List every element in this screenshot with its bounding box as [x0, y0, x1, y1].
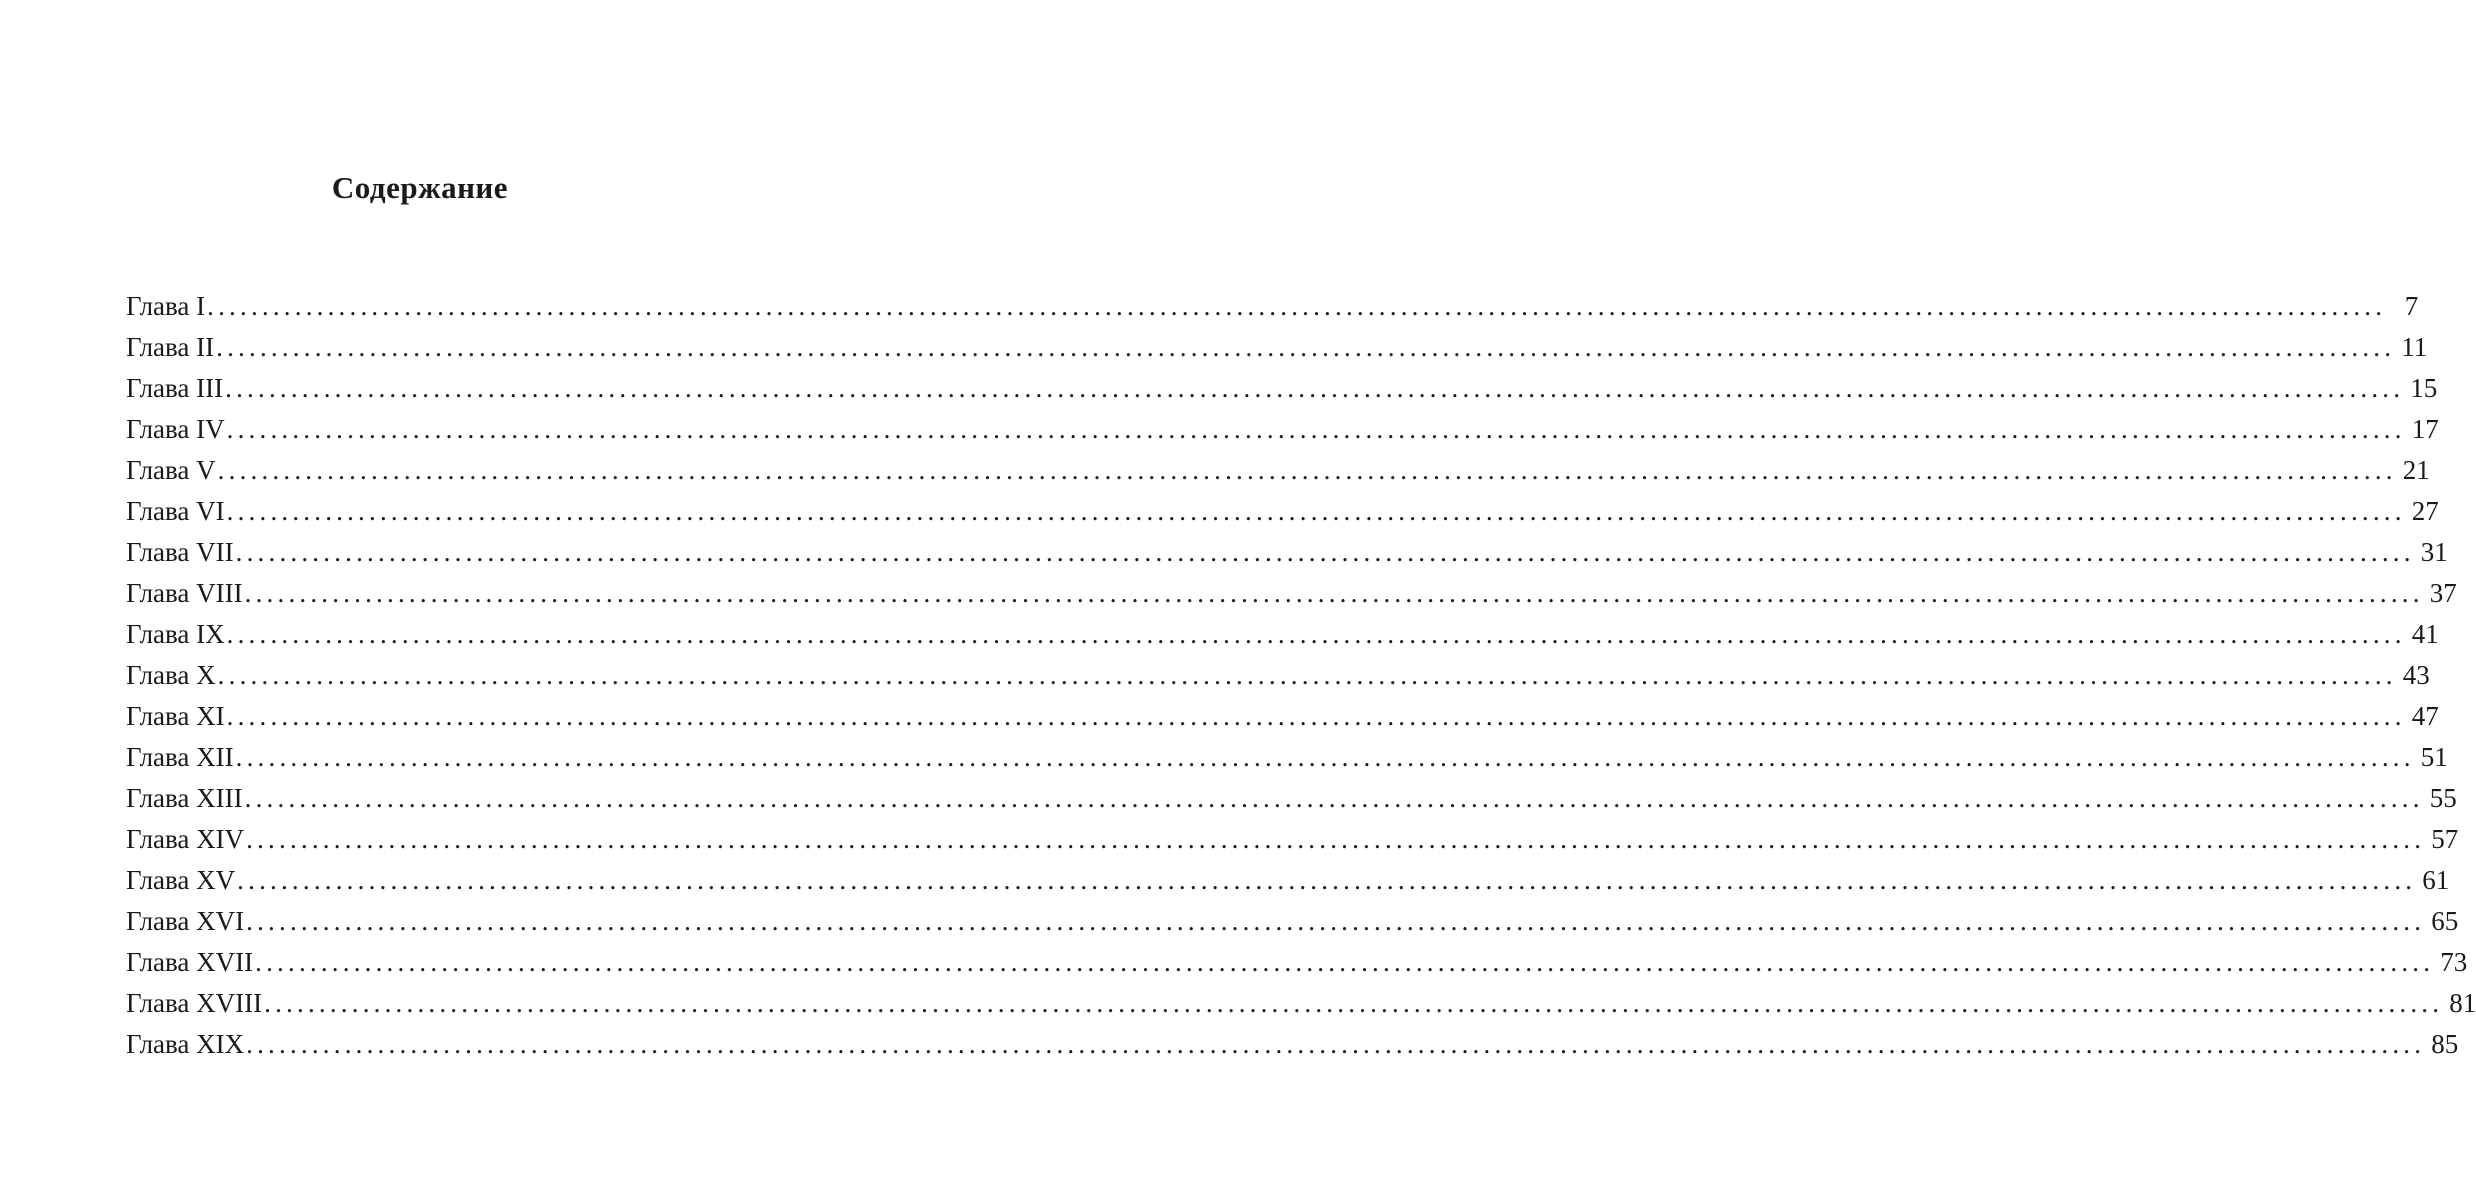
- page-number: 21: [2402, 455, 2430, 485]
- toc-entry[interactable]: [126, 983, 2476, 1024]
- dot-leader: .......................................................................................................................................................................................................: [255, 947, 2435, 977]
- dot-leader: .......................................................................................................................................................................................................: [246, 906, 2426, 936]
- dot-leader: .......................................................................................................................................................................................................: [246, 824, 2426, 854]
- toc-entry[interactable]: [126, 491, 2439, 532]
- page-number: 15: [2410, 373, 2438, 403]
- dot-leader: .......................................................................................................................................................................................................: [226, 701, 2406, 731]
- chapter-label: Глава IV: [126, 414, 225, 444]
- dot-leader: .......................................................................................................................................................................................................: [217, 455, 2397, 485]
- toc-entry[interactable]: [126, 368, 2438, 409]
- page-number: 31: [2420, 537, 2448, 567]
- dot-leader: .......................................................................................................................................................................................................: [264, 988, 2444, 1018]
- toc-entry[interactable]: [126, 737, 2448, 778]
- toc-entry[interactable]: [126, 286, 2419, 327]
- dot-leader: .......................................................................................................................................................................................................: [237, 865, 2417, 895]
- toc-entry[interactable]: [126, 819, 2459, 860]
- chapter-label: Глава VI: [126, 496, 225, 526]
- page-number: 27: [2411, 496, 2439, 526]
- toc-entry[interactable]: [126, 327, 2428, 368]
- toc-entry[interactable]: [126, 696, 2439, 737]
- page-number: 41: [2411, 619, 2439, 649]
- toc-entry[interactable]: [126, 901, 2459, 942]
- chapter-label: Глава XVI: [126, 906, 245, 936]
- page-title: Содержание: [331, 170, 509, 205]
- dot-leader: .......................................................................................................................................................................................................: [235, 742, 2415, 772]
- dot-leader: .......................................................................................................................................................................................................: [244, 783, 2424, 813]
- page-number: 51: [2420, 742, 2448, 772]
- chapter-label: Глава IX: [126, 619, 225, 649]
- page-number: 7: [2404, 291, 2419, 321]
- dot-leader: .......................................................................................................................................................................................................: [246, 1029, 2426, 1059]
- page-number: 73: [2440, 947, 2468, 977]
- chapter-label: Глава XVII: [126, 947, 254, 977]
- dot-leader: .......................................................................................................................................................................................................: [226, 619, 2406, 649]
- dot-leader: .......................................................................................................................................................................................................: [226, 496, 2406, 526]
- toc-entry[interactable]: [126, 614, 2439, 655]
- page-number: 61: [2422, 865, 2450, 895]
- page-number: 17: [2411, 414, 2439, 444]
- page-number: 47: [2411, 701, 2439, 731]
- toc-entry[interactable]: [126, 450, 2430, 491]
- page-number: 55: [2429, 783, 2457, 813]
- chapter-label: Глава XV: [126, 865, 236, 895]
- chapter-label: Глава II: [126, 332, 215, 362]
- chapter-label: Глава III: [126, 373, 224, 403]
- chapter-label: Глава XIV: [126, 824, 245, 854]
- page-number: 43: [2402, 660, 2430, 690]
- page-number: 37: [2429, 578, 2457, 608]
- chapter-label: Глава I: [126, 291, 206, 321]
- dot-leader: .......................................................................................................................................................................................................: [244, 578, 2424, 608]
- page-number: 11: [2401, 332, 2428, 362]
- page-number: 57: [2431, 824, 2459, 854]
- toc-entry[interactable]: [126, 860, 2450, 901]
- dot-leader: .......................................................................................................................................................................................................: [216, 332, 2396, 362]
- dot-leader: .......................................................................................................................................................................................................: [235, 537, 2415, 567]
- toc-entry[interactable]: [126, 573, 2457, 614]
- dot-leader: .......................................................................................................................................................................................................: [226, 414, 2406, 444]
- chapter-label: Глава XIX: [126, 1029, 245, 1059]
- page-number: 85: [2431, 1029, 2459, 1059]
- dot-leader: .......................................................................................................................................................................................................: [217, 660, 2397, 690]
- chapter-label: Глава VII: [126, 537, 234, 567]
- chapter-label: Глава XVIII: [126, 988, 263, 1018]
- dot-leader: .......................................................................................................................................................................................................: [207, 291, 2387, 321]
- toc-entry[interactable]: [126, 655, 2430, 696]
- chapter-label: Глава XII: [126, 742, 234, 772]
- chapter-label: Глава XI: [126, 701, 225, 731]
- toc-entry[interactable]: [126, 942, 2468, 983]
- chapter-label: Глава VIII: [126, 578, 243, 608]
- chapter-label: Глава V: [126, 455, 216, 485]
- chapter-label: Глава X: [126, 660, 216, 690]
- toc-entry[interactable]: [126, 1024, 2459, 1065]
- page-number: 81: [2449, 988, 2476, 1018]
- toc-entry[interactable]: [126, 409, 2439, 450]
- chapter-label: Глава XIII: [126, 783, 243, 813]
- dot-leader: .......................................................................................................................................................................................................: [225, 373, 2405, 403]
- page-number: 65: [2431, 906, 2459, 936]
- table-of-contents: [126, 286, 2476, 1065]
- toc-entry[interactable]: [126, 532, 2448, 573]
- toc-entry[interactable]: [126, 778, 2457, 819]
